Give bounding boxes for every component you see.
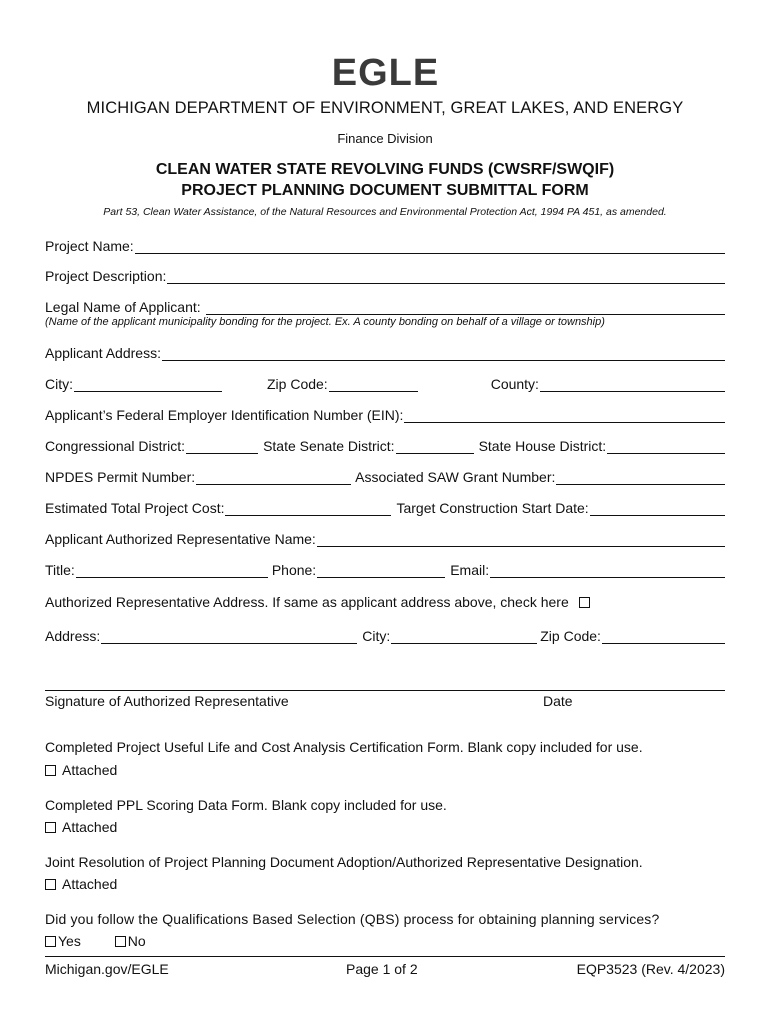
footer-form-id: EQP3523 (Rev. 4/2023) bbox=[576, 961, 725, 977]
npdes-label: NPDES Permit Number: bbox=[45, 469, 196, 485]
rep-name-label: Applicant Authorized Representative Name: bbox=[45, 531, 316, 547]
rep-address-question: Authorized Representative Address. If same as applicant address above, check here bbox=[45, 594, 569, 610]
attachment-1-checkbox[interactable] bbox=[45, 765, 56, 776]
phone-label: Phone: bbox=[271, 562, 317, 578]
attachment-1-text: Completed Project Useful Life and Cost Analysis Certification Form. Blank copy included for use. bbox=[45, 739, 643, 755]
footer-website: Michigan.gov/EGLE bbox=[45, 961, 169, 977]
applicant-address-field[interactable] bbox=[162, 345, 725, 361]
phone-field[interactable] bbox=[317, 562, 445, 578]
construction-start-field[interactable] bbox=[590, 500, 725, 516]
statutory-authority: Part 53, Clean Water Assistance, of the Natural Resources and Environmental Protection Act, 1994 PA 451, as amended. bbox=[103, 206, 667, 218]
npdes-field[interactable] bbox=[196, 469, 351, 485]
attachment-1-check-row bbox=[45, 762, 117, 778]
rep-zip-field[interactable] bbox=[602, 628, 725, 644]
congressional-district-field[interactable] bbox=[186, 438, 258, 454]
state-house-district-field[interactable] bbox=[607, 438, 725, 454]
qbs-options-row bbox=[45, 933, 146, 949]
rep-address-question-row bbox=[45, 594, 596, 610]
city-field[interactable] bbox=[74, 376, 222, 392]
division-name: Finance Division bbox=[337, 131, 433, 146]
form-title-line1: CLEAN WATER STATE REVOLVING FUNDS (CWSRF/SWQIF) bbox=[155, 161, 615, 178]
attachment-3-check-label: Attached bbox=[62, 876, 118, 892]
attachment-3-check-row bbox=[45, 876, 117, 892]
title-phone-email-row bbox=[45, 560, 725, 578]
qbs-no-checkbox[interactable] bbox=[115, 936, 126, 947]
zip-code-field[interactable] bbox=[329, 376, 418, 392]
legal-name-row bbox=[45, 297, 725, 315]
saw-grant-field[interactable] bbox=[556, 469, 725, 485]
attachment-2-check-row bbox=[45, 819, 117, 835]
form-title-line2: PROJECT PLANNING DOCUMENT SUBMITTAL FORM bbox=[181, 182, 589, 199]
footer-rule bbox=[45, 956, 725, 957]
rep-city-field[interactable] bbox=[391, 628, 537, 644]
legal-name-field[interactable] bbox=[206, 299, 725, 315]
project-cost-field[interactable] bbox=[225, 500, 391, 516]
qbs-question: Did you follow the Qualifications Based Selection (QBS) process for obtaining planning services? bbox=[45, 911, 660, 927]
state-senate-district-label: State Senate District: bbox=[263, 438, 395, 454]
logo-text: EGLE bbox=[331, 54, 440, 89]
title-label: Title: bbox=[45, 562, 75, 578]
qbs-yes-label: Yes bbox=[58, 933, 81, 949]
email-field[interactable] bbox=[490, 562, 725, 578]
ein-row bbox=[45, 405, 725, 423]
saw-grant-label: Associated SAW Grant Number: bbox=[355, 469, 556, 485]
state-house-district-label: State House District: bbox=[478, 438, 607, 454]
footer-page-number: Page 1 of 2 bbox=[346, 961, 418, 977]
qbs-no-label: No bbox=[127, 933, 146, 949]
project-description-row bbox=[45, 266, 725, 284]
project-cost-label: Estimated Total Project Cost: bbox=[45, 500, 225, 516]
legal-name-note: (Name of the applicant municipality bonding for the project. Ex. A county bonding on behalf of a village or township) bbox=[45, 316, 605, 328]
attachment-2-text: Completed PPL Scoring Data Form. Blank copy included for use. bbox=[45, 797, 447, 813]
construction-start-label: Target Construction Start Date: bbox=[396, 500, 589, 516]
zip-code-label: Zip Code: bbox=[267, 376, 328, 392]
rep-name-row bbox=[45, 529, 725, 547]
agency-name: MICHIGAN DEPARTMENT OF ENVIRONMENT, GREAT LAKES, AND ENERGY bbox=[86, 99, 684, 117]
state-senate-district-field[interactable] bbox=[396, 438, 474, 454]
rep-name-field[interactable] bbox=[317, 531, 725, 547]
attachment-3-checkbox[interactable] bbox=[45, 879, 56, 890]
qbs-yes-checkbox[interactable] bbox=[45, 936, 56, 947]
ein-field[interactable] bbox=[404, 407, 725, 423]
email-label: Email: bbox=[450, 562, 490, 578]
date-label: Date bbox=[543, 693, 573, 709]
city-zip-county-row bbox=[45, 374, 725, 392]
signature-line[interactable] bbox=[45, 690, 725, 691]
title-field[interactable] bbox=[76, 562, 268, 578]
districts-row bbox=[45, 436, 725, 454]
rep-address-field[interactable] bbox=[101, 628, 357, 644]
attachment-2-check-label: Attached bbox=[62, 819, 118, 835]
project-description-field[interactable] bbox=[167, 268, 725, 284]
project-name-label: Project Name: bbox=[45, 238, 134, 254]
rep-zip-label: Zip Code: bbox=[540, 628, 601, 644]
cost-start-row bbox=[45, 498, 725, 516]
county-label: County: bbox=[490, 376, 539, 392]
egle-logo bbox=[328, 54, 443, 89]
attachment-2-checkbox[interactable] bbox=[45, 822, 56, 833]
rep-address-label: Address: bbox=[45, 628, 101, 644]
legal-name-label: Legal Name of Applicant: bbox=[45, 299, 201, 315]
signature-label: Signature of Authorized Representative bbox=[45, 693, 289, 709]
applicant-address-row bbox=[45, 343, 725, 361]
npdes-saw-row bbox=[45, 467, 725, 485]
ein-label: Applicant’s Federal Employer Identification Number (EIN): bbox=[45, 407, 404, 423]
same-address-checkbox[interactable] bbox=[579, 597, 590, 608]
city-label: City: bbox=[45, 376, 73, 392]
rep-address-row bbox=[45, 626, 725, 644]
project-description-label: Project Description: bbox=[45, 268, 167, 284]
congressional-district-label: Congressional District: bbox=[45, 438, 186, 454]
rep-city-label: City: bbox=[362, 628, 391, 644]
attachment-3-text: Joint Resolution of Project Planning Document Adoption/Authorized Representative Designation. bbox=[45, 854, 643, 870]
county-field[interactable] bbox=[540, 376, 725, 392]
applicant-address-label: Applicant Address: bbox=[45, 345, 161, 361]
project-name-row bbox=[45, 236, 725, 254]
attachment-1-check-label: Attached bbox=[62, 762, 118, 778]
project-name-field[interactable] bbox=[135, 238, 725, 254]
